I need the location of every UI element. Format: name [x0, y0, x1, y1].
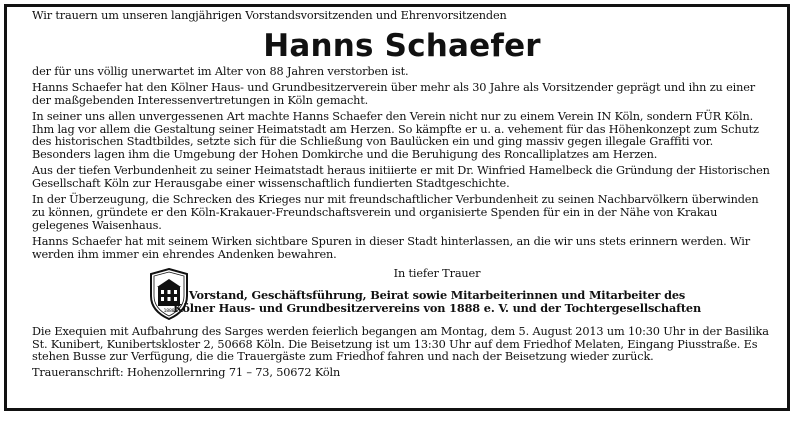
intro-line: Wir trauern um unseren langjährigen Vorstandsvorsitzenden und Ehrenvorsitzenden	[32, 9, 507, 22]
death-line: der für uns völlig unerwartet im Alter von 88 Jahren verstorben ist.	[32, 64, 409, 78]
paragraph-5: Hanns Schaefer hat mit seinem Wirken sichtbare Spuren in dieser Stadt hinterlassen, an die wir uns stets erinnern werden. Wir werden ihm immer ein ehrendes Andenken bewahren.	[32, 234, 750, 261]
crest-year: 1888	[163, 308, 175, 314]
signers	[32, 289, 772, 315]
paragraph-2: In seiner uns allen unvergessenen Art machte Hanns Schaefer den Verein nicht nur zu einem Verein IN Köln, sondern FÜR Köln. Ihm lag vor allem die Gestaltung seiner Heimatstadt am Herzen. So kämpfte er u. a. vehement für das Höhenkonzept zum Schutz des historischen Stadtbildes, setzte sich für die Schließung von Baulücken ein und ging massiv gegen illegale Graffiti vor. Besonders lagen ihm die Umgebung der Hohen Domkirche und die Beruhigung des Roncalliplatzes am Herzen.	[32, 109, 759, 162]
paragraph-3: Aus der tiefen Verbundenheit zu seiner Heimatstadt heraus initiierte er mit Dr. Winfried Hamelbeck die Gründung der Historischen Gesellschaft Köln zur Herausgabe einer wissenschaftlich fundierten Stadtgeschichte.	[32, 164, 770, 191]
signers-line-2: Kölner Haus- und Grundbesitzervereins von 1888 e. V. und der Tochtergesellschaften	[172, 300, 702, 315]
mourning-address: Traueranschrift: Hohenzollernring 71 – 73, 50672 Köln	[32, 366, 341, 380]
funeral-details: Die Exequien mit Aufbahrung des Sarges werden feierlich begangen am Montag, dem 5. August 2013 um 10:30 Uhr in der Basilika St. Kunibert, Kunibertskloster 2, 50668 Köln. Die Beisetzung ist um 13:30 Uhr auf dem Friedhof Melaten, Eingang Piusstraße. Es stehen Busse zur Verfügung, die die Trauergäste zum Friedhof fahren und nach der Beisetzung wieder zurück.	[32, 324, 769, 364]
paragraph-4: In der Überzeugung, die Schrecken des Krieges nur mit freundschaftlicher Verbundenheit zu seinen Nachbarvölkern überwinden zu können, gründete er den Köln-Krakauer-Freundschaftsverein und organisierte Spenden für ein in der Nähe von Krakau gelegenes Waisenhaus.	[32, 193, 759, 232]
obituary-notice	[32, 10, 772, 380]
paragraph-1: Hanns Schaefer hat den Kölner Haus- und Grundbesitzerverein über mehr als 30 Jahre als Vorsitzender geprägt und ihn zu einer der maßgebenden Interessenvertretungen in Köln gemacht.	[32, 80, 756, 107]
deceased-name: Hanns Schaefer	[263, 27, 541, 64]
in-mourning-line: In tiefer Trauer	[393, 266, 481, 280]
signers-line-1: Vorstand, Geschäftsführung, Beirat sowie Mitarbeiterinnen und Mitarbeiter des	[188, 287, 686, 302]
mourners-block	[32, 268, 772, 326]
